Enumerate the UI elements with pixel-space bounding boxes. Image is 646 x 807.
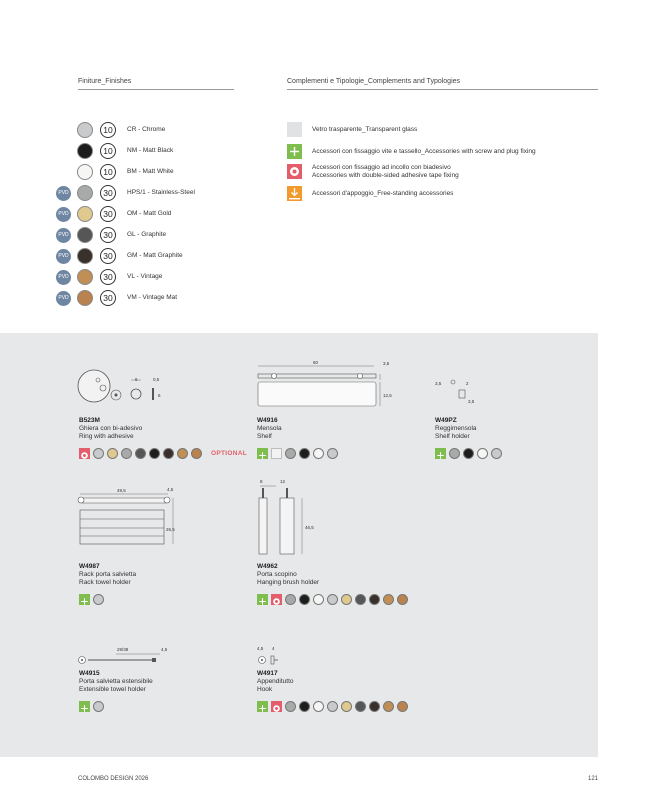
screw-fixing-icon <box>257 594 268 605</box>
finish-row <box>56 269 286 286</box>
product-name-it: Mensola <box>257 425 282 432</box>
product-name-it: Porta scopino <box>257 571 297 578</box>
finish-chip <box>177 448 188 459</box>
product-finish-chips <box>79 594 104 605</box>
w4916-dim-width: 60 <box>313 360 319 365</box>
w4915-dim-length: 29/38 <box>117 647 129 652</box>
pvd-badge: PVD <box>56 228 71 243</box>
finish-swatch <box>77 290 93 306</box>
thickness-badge: 30 <box>100 185 116 201</box>
product-name-it: Porta salvietta estensibile <box>79 678 153 685</box>
finish-swatch <box>77 185 93 201</box>
thickness-badge: 30 <box>100 206 116 222</box>
finish-chip <box>383 701 394 712</box>
finish-chip <box>369 594 380 605</box>
b523m-dim-a: 6 <box>135 377 138 382</box>
finish-chip <box>449 448 460 459</box>
pvd-badge: PVD <box>56 186 71 201</box>
finish-chip <box>191 448 202 459</box>
w4916-dim-depth: 12,5 <box>383 393 392 398</box>
legend-label <box>312 148 536 156</box>
finish-chip <box>355 701 366 712</box>
b523m-drawing <box>76 366 176 410</box>
finish-label: GM - Matt Graphite <box>127 252 183 259</box>
product-w4987 <box>79 563 249 587</box>
product-w4962 <box>257 563 427 587</box>
finish-chip <box>299 701 310 712</box>
finish-chip <box>93 701 104 712</box>
optional-label: OPTIONAL <box>211 450 247 457</box>
page-number: 121 <box>588 776 599 782</box>
w4987-dim-height: 26,5 <box>166 527 175 532</box>
thickness-badge: 10 <box>100 143 116 159</box>
product-code: W49PZ <box>435 417 457 424</box>
product-code: W4916 <box>257 417 278 424</box>
product-finish-chips <box>257 594 408 605</box>
finish-swatch <box>77 164 93 180</box>
finish-chip <box>463 448 474 459</box>
legend-label <box>312 190 453 198</box>
w4962-dim-c: 46,5 <box>305 525 314 530</box>
transparent-glass-icon <box>271 448 282 459</box>
product-w4917 <box>257 670 427 694</box>
product-name-en: Extensible towel holder <box>79 686 146 693</box>
finish-chip <box>355 594 366 605</box>
product-code: B523M <box>79 417 100 424</box>
complements-section-title: Complementi e Tipologie_Complements and Typologies <box>287 78 461 85</box>
screw-fixing-icon <box>257 701 268 712</box>
finish-row <box>56 227 286 244</box>
finish-chip <box>313 594 324 605</box>
product-finish-chips <box>257 701 408 712</box>
finish-chip <box>93 448 104 459</box>
product-finish-chips <box>79 701 104 712</box>
finish-chip <box>477 448 488 459</box>
finish-chip <box>313 448 324 459</box>
finish-chip <box>149 448 160 459</box>
finish-swatch <box>77 269 93 285</box>
finish-label: GL - Graphite <box>127 231 167 238</box>
footer-brand: COLOMBO DESIGN 2026 <box>78 776 149 782</box>
product-name-en: Shelf <box>257 433 272 440</box>
product-code: W4917 <box>257 670 278 677</box>
finish-chip <box>383 594 394 605</box>
w4987-dim-top: 4,5 <box>167 487 174 492</box>
w4916-drawing <box>256 360 396 410</box>
w4917-drawing <box>256 650 296 670</box>
legend-label <box>312 164 459 180</box>
finish-chip <box>299 594 310 605</box>
w49pz-drawing <box>436 376 486 406</box>
screw-fixing-icon <box>435 448 446 459</box>
product-name-en: Rack towel holder <box>79 579 131 586</box>
thickness-badge: 30 <box>100 290 116 306</box>
product-name-it: Appenditutto <box>257 678 294 685</box>
finish-label: BM - Matt White <box>127 168 174 175</box>
legend-line: Accessori d'appoggio_Free-standing accessories <box>312 190 454 197</box>
thickness-badge: 30 <box>100 227 116 243</box>
product-w4916 <box>257 417 427 441</box>
finish-label: VL - Vintage <box>127 273 163 280</box>
free-standing-icon <box>287 186 302 201</box>
w4987-drawing <box>76 488 186 558</box>
thickness-badge: 10 <box>100 164 116 180</box>
legend-line: Accessories with double-sided adhesive tape fixing <box>312 172 459 179</box>
finish-chip <box>107 448 118 459</box>
screw-fixing-icon <box>79 701 90 712</box>
b523m-dim-c: 6 <box>158 393 161 398</box>
product-name-it: Reggimensola <box>435 425 477 432</box>
screw-fixing-icon <box>79 594 90 605</box>
finish-chip <box>341 594 352 605</box>
pvd-badge: PVD <box>56 207 71 222</box>
finishes-divider <box>78 89 234 90</box>
w49pz-dim-a: 3,5 <box>435 381 442 386</box>
legend-line: Vetro trasparente_Transparent glass <box>312 126 418 133</box>
legend-line: Accessori con fissaggio vite e tassello_Accessories with screw and plug fixing <box>312 148 536 155</box>
product-finish-chips <box>257 448 338 459</box>
product-name-it: Ghiera con bi-adesivo <box>79 425 143 432</box>
product-finish-chips <box>79 448 247 459</box>
finish-chip <box>397 594 408 605</box>
finish-label: VM - Vintage Mat <box>127 294 178 301</box>
finish-row <box>56 164 286 181</box>
w4916-dim-height: 3,5 <box>383 361 390 366</box>
product-name-en: Hook <box>257 686 273 693</box>
finish-chip <box>327 701 338 712</box>
product-w4915 <box>79 670 249 694</box>
product-code: W4915 <box>79 670 100 677</box>
finish-chip <box>397 701 408 712</box>
complements-divider <box>287 89 598 90</box>
finish-label: OM - Matt Gold <box>127 210 172 217</box>
finish-chip <box>327 594 338 605</box>
w4915-dim-depth: 4,5 <box>161 647 168 652</box>
legend-line: Accessori con fissaggio ad incollo con biadesivo <box>312 164 451 171</box>
finish-chip <box>327 448 338 459</box>
finish-chip <box>285 594 296 605</box>
thickness-badge: 30 <box>100 269 116 285</box>
legend-label <box>312 126 417 134</box>
adhesive-fixing-icon <box>79 448 90 459</box>
thickness-badge: 30 <box>100 248 116 264</box>
finish-chip <box>369 701 380 712</box>
finish-swatch <box>77 122 93 138</box>
finish-chip <box>121 448 132 459</box>
finish-chip <box>299 448 310 459</box>
w4917-dim-a: 4,5 <box>257 646 264 651</box>
product-code: W4987 <box>79 563 100 570</box>
w49pz-dim-c: 3,5 <box>468 399 475 404</box>
product-name-en: Shelf holder <box>435 433 470 440</box>
finish-chip <box>313 701 324 712</box>
finish-label: NM - Matt Black <box>127 147 174 154</box>
finish-row <box>56 122 286 139</box>
product-name-it: Rack porta salvietta <box>79 571 137 578</box>
w4987-dim-width: 49,5 <box>117 488 126 493</box>
finish-chip <box>285 701 296 712</box>
finish-row <box>56 185 286 202</box>
finish-row <box>56 143 286 160</box>
adhesive-fixing-icon <box>271 594 282 605</box>
w4962-dim-b: 12 <box>280 479 286 484</box>
screw-fixing-icon <box>287 144 302 159</box>
product-name-en: Hanging brush holder <box>257 579 320 586</box>
finish-row <box>56 206 286 223</box>
finish-chip <box>285 448 296 459</box>
finish-row <box>56 290 286 307</box>
finish-chip <box>341 701 352 712</box>
w4917-dim-b: 4 <box>272 646 275 651</box>
finish-swatch <box>77 143 93 159</box>
product-b523m <box>79 417 249 457</box>
finish-label: HPS/1 - Stainless-Steel <box>127 189 195 196</box>
pvd-badge: PVD <box>56 291 71 306</box>
finish-swatch <box>77 227 93 243</box>
w49pz-dim-b: 2 <box>466 381 469 386</box>
finish-row <box>56 248 286 265</box>
pvd-badge: PVD <box>56 249 71 264</box>
b523m-dim-b: 0,5 <box>153 377 160 382</box>
finish-chip <box>93 594 104 605</box>
screw-fixing-icon <box>257 448 268 459</box>
finish-swatch <box>77 206 93 222</box>
product-w49pz <box>435 417 605 441</box>
finish-chip <box>163 448 174 459</box>
product-name-en: Ring with adhesive <box>79 433 134 440</box>
finish-swatch <box>77 248 93 264</box>
product-code: W4962 <box>257 563 278 570</box>
finish-chip <box>491 448 502 459</box>
transparent-glass-icon <box>287 122 302 137</box>
thickness-badge: 10 <box>100 122 116 138</box>
adhesive-fixing-icon <box>287 164 302 179</box>
finish-chip <box>135 448 146 459</box>
w4962-dim-a: 8 <box>260 479 263 484</box>
finishes-section-title: Finiture_Finishes <box>78 78 132 85</box>
finish-label: CR - Chrome <box>127 126 166 133</box>
adhesive-fixing-icon <box>271 701 282 712</box>
w4962-drawing <box>256 476 316 560</box>
pvd-badge: PVD <box>56 270 71 285</box>
product-finish-chips <box>435 448 502 459</box>
